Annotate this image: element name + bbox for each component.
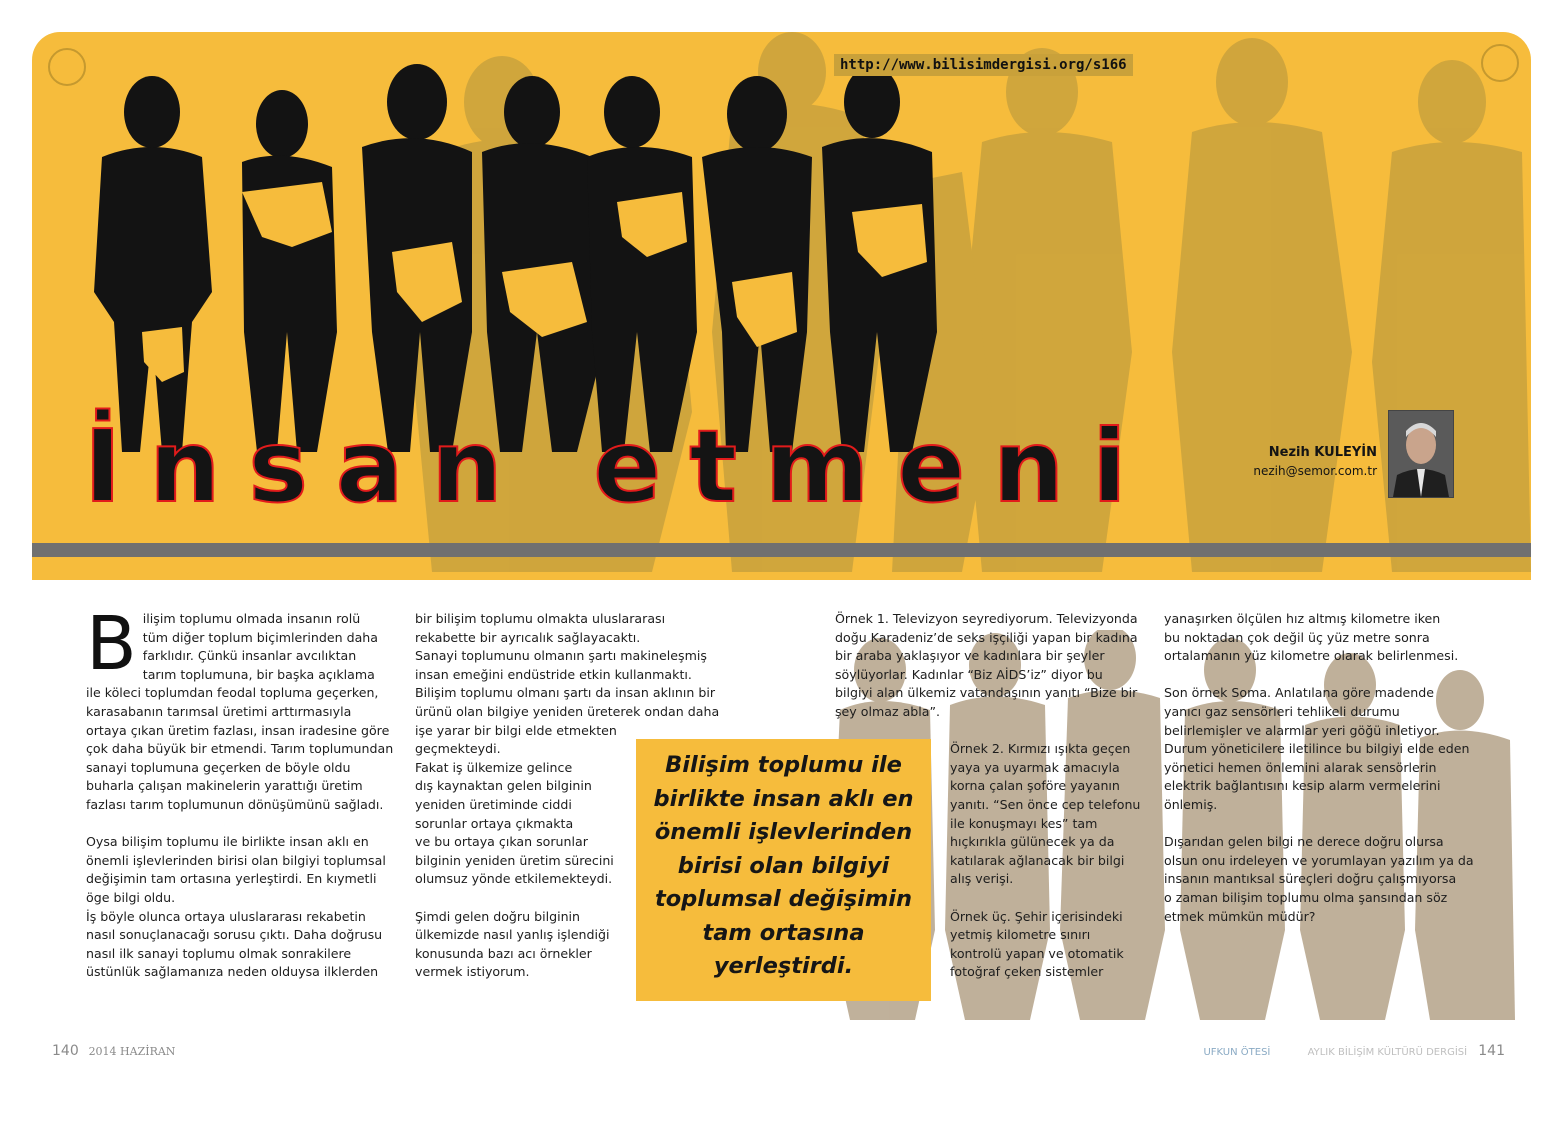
column-4-paragraph-3: Dışarıdan gelen bilgi ne derece doğru olursa olsun onu irdeleyen ve yorumlayan yazılım ya da insanın mantıksal süreçleri doğru çalışmıyorsa o zaman bilişim toplumu olma şansından söz etmek mümkün müdür? <box>1164 834 1474 924</box>
seal-left-icon <box>48 48 86 86</box>
footer-left <box>52 1043 175 1059</box>
column-4-paragraph-1: yanaşırken ölçülen hız altmış kilometre iken bu noktadan çok değil üç yüz metre sonra ortalamanın yüz kilometre olarak belirlenmesi. <box>1164 611 1459 664</box>
footer-right <box>1203 1043 1505 1059</box>
column-1-paragraph-1: ilişim toplumu olmada insanın rolü tüm diğer toplum biçimlerinden daha farklıdır. Çünkü insanlar avcılıktan tarım toplumuna, bir başka açıklama ile köleci toplumdan feodal topluma geçerken, karasabanın tarımsal üretimi arttırmasıyla ortaya çıkan üretim fazlası, insan iradesine göre çok daha büyük bir etmendi. Tarım toplumundan sanayi toplumuna geçerken de böyle oldu buharla çalışan makinelerin yarattığı üretim fazlası tarım toplumunun dönüşümünü sağladı. <box>86 611 394 812</box>
column-1-paragraph-2: Oysa bilişim toplumu ile birlikte insan aklı en önemli işlevlerinden birisi olan bilgiyi toplumsal değişimin tam ortasına yerleştirdi. En kıymetli öge bilgi oldu. İş böyle olunca ortaya uluslararası rekabetin nasıl sonuçlanacağı sorusu çıktı. Daha doğrusu nasıl ilk sanayi toplumu olmak sonrakilere üstünlük sağlamanıza neden olduysa ilklerden <box>86 834 386 980</box>
column-2-paragraph-2: Şimdi gelen doğru bilginin ülkemizde nasıl yanlış işlendiği konusunda bazı acı örnekler vermek istiyorum. <box>415 908 610 980</box>
column-3-paragraph-1: Örnek 1. Televizyon seyrediyorum. Televizyonda doğu Karadeniz’de seks işçiliği yapan bir kadına bir araba yaklaşıyor ve kadınlara bir şeyler söylüyorlar. Kadınlar “Biz AİDS’iz” diyor bu bilgiyi alan ülkemiz vatandaşının yanıtı “Bize bir şey olmaz abla”. <box>835 611 1138 719</box>
section-name: UFKUN ÖTESİ <box>1203 1047 1271 1058</box>
column-3-paragraph-2: Örnek 2. Kırmızı ışıkta geçen yaya ya uyarmak amacıyla korna çalan şoföre yayanın yanıtı. “Sen önce cep telefonu ile konuşmayı kes” tam hıçkırıkla gülünecek ya da katılarak ağlanacak bir bilgi alış verişi. <box>950 741 1141 887</box>
drop-cap: B <box>86 601 137 687</box>
issue-date: 2014 HAZİRAN <box>88 1045 176 1058</box>
article-column-4 <box>1164 610 1484 945</box>
column-3-paragraph-3: Örnek üç. Şehir içerisindeki yetmiş kilometre sınırı kontrolü yapan ve otomatik fotoğraf çeken sistemler <box>950 908 1124 980</box>
column-2-paragraph-1: bir bilişim toplumu olmakta uluslararası rekabette bir ayrıcalık sağlayacaktı. Sanayi toplumunu olmanın şartı makineleşmiş insan emeğini endüstride etkin kullanmaktı. Bilişim toplumu olmanı şartı da insan aklının bir ürünü olan bilgiye yeniden üreterek ondan daha işe yarar bir bilgi elde etmekten geçmekteydi. Fakat iş ülkemize gelince dış kaynaktan gelen bilginin yeniden üretiminde ciddi sorunlar ortaya çıkmakta ve bu ortaya çıkan sorunlar bilginin yeniden üretim sürecini olumsuz yönde etkilemekteydi. <box>415 611 720 887</box>
column-4-paragraph-2: Son örnek Soma. Anlatılana göre madende yanıcı gaz sensörleri tehlikeli durumu belirlemişler ve alarmlar yeri göğü inletiyor. Durum yöneticilere iletilince bu bilgiyi elde eden yönetici hemen önlemini alarak sensörlerin elektrik bağlantısını kesip alarm vermelerini önlemiş. <box>1164 685 1470 812</box>
article-url[interactable]: http://www.bilisimdergisi.org/s166 <box>834 54 1133 76</box>
page-number-right: 141 <box>1478 1043 1505 1059</box>
page-number-left: 140 <box>52 1043 79 1059</box>
seal-right-icon <box>1481 44 1519 82</box>
author-portrait-icon <box>1389 411 1453 497</box>
article-column-1 <box>86 601 406 1000</box>
author-photo <box>1388 410 1454 498</box>
article-title: İnsan etmeni <box>84 408 1155 525</box>
pull-quote-text: Bilişim toplumu ile birlikte insan aklı en önemli işlevlerinden birisi olan bilgiyi toplumsal değişimin tam ortasına yerleştirdi. <box>653 752 914 979</box>
header-banner <box>32 32 1531 580</box>
pull-quote-box <box>636 739 931 1001</box>
divider-stripe <box>32 543 1531 557</box>
author-email[interactable]: nezih@semor.com.tr <box>1253 464 1377 478</box>
author-name: Nezih KULEYİN <box>1268 445 1377 460</box>
magazine-name: AYLIK BİLİŞİM KÜLTÜRÜ DERGİSİ <box>1307 1047 1468 1058</box>
